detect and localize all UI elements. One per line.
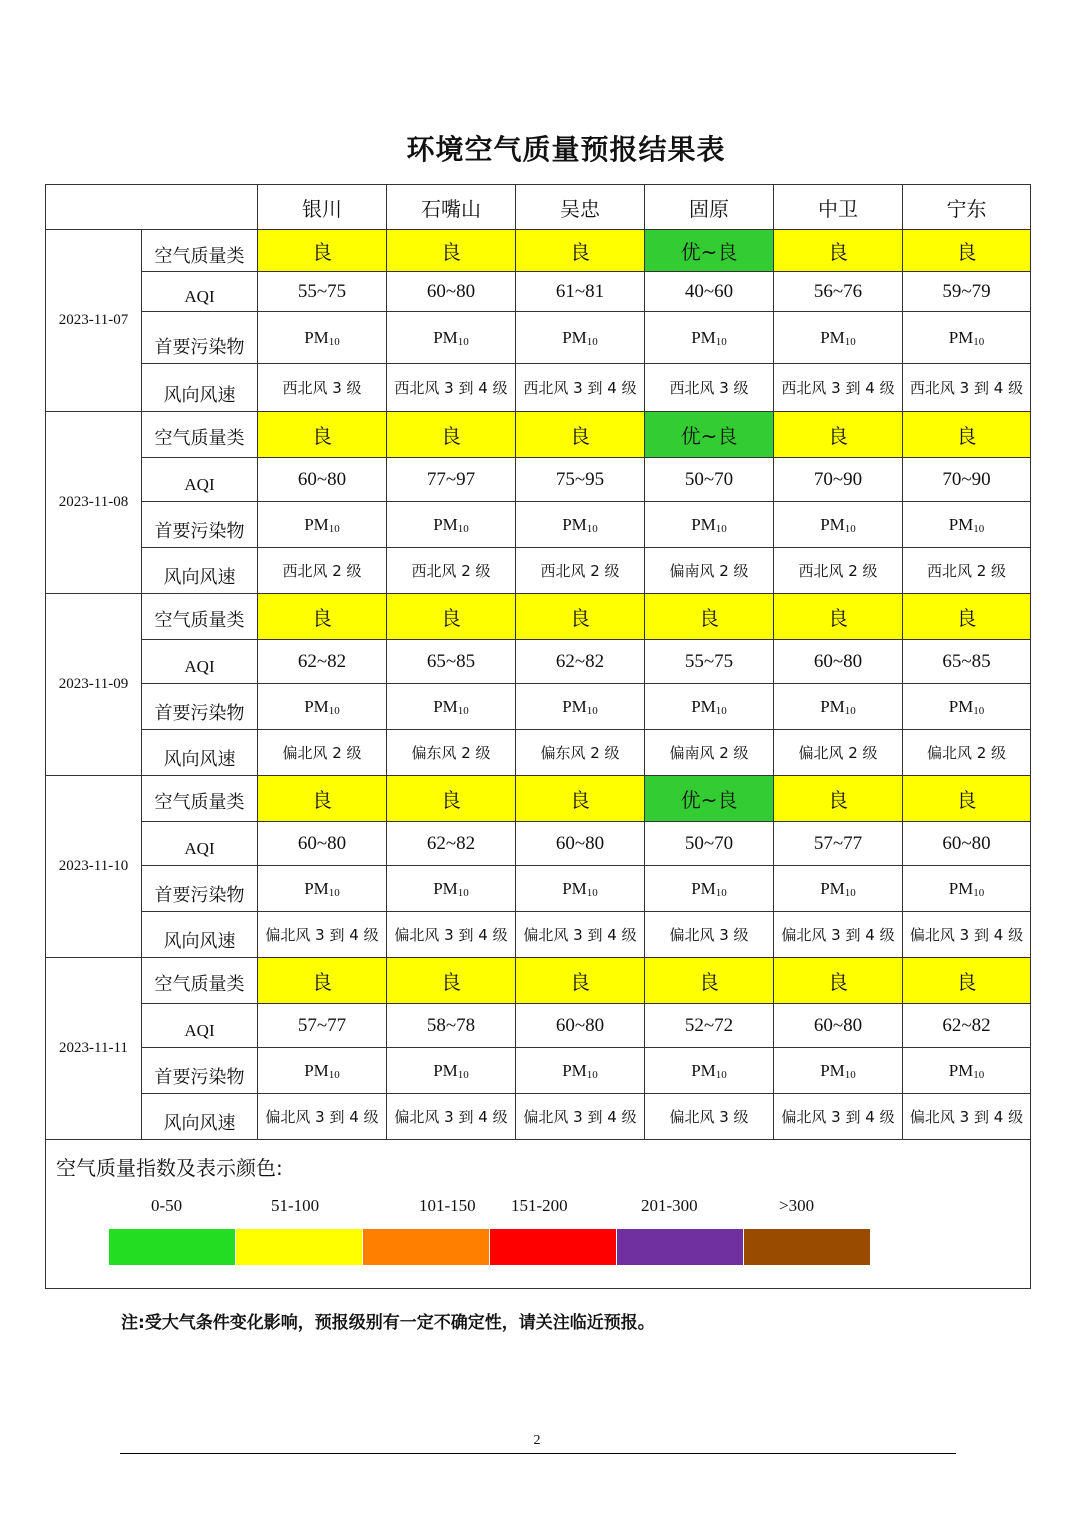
aqi-cell: 59~79: [903, 272, 1031, 312]
pollutant-subscript: 10: [586, 335, 598, 348]
pollutant-name: PM: [948, 878, 974, 898]
pollutant-name: PM: [948, 696, 974, 716]
aqi-cell: 57~77: [258, 1004, 387, 1048]
primary-pollutant-cell: [645, 312, 774, 364]
primary-pollutant-cell: [516, 502, 645, 548]
wind-cell: 偏北风 3 到 4 级: [516, 1094, 645, 1140]
primary-pollutant-cell: [903, 1048, 1031, 1094]
pollutant-name: PM: [691, 514, 716, 534]
pollutant-name: PM: [304, 514, 329, 534]
pollutant-name: PM: [691, 327, 716, 347]
air-quality-category-cell: 良: [903, 776, 1031, 822]
primary-pollutant-cell: [258, 502, 387, 548]
primary-pollutant-cell: [774, 1048, 903, 1094]
wind-label: 风向风速: [142, 730, 258, 776]
air-quality-category-cell: 良: [516, 958, 645, 1004]
header-row: [46, 185, 1031, 230]
aqi-cell: 60~80: [903, 822, 1031, 866]
city-header: 固原: [645, 185, 774, 230]
aqi-cell: 57~77: [774, 822, 903, 866]
wind-cell: 西北风 3 到 4 级: [903, 364, 1031, 412]
aqi-cell: 62~82: [387, 822, 516, 866]
pollutant-subscript: 10: [844, 886, 856, 899]
pollutant-subscript: 10: [328, 522, 340, 535]
aqi-row: [46, 822, 1031, 866]
primary-pollutant-cell: [903, 684, 1031, 730]
aqi-cell: 50~70: [645, 458, 774, 502]
aqi-cell: 50~70: [645, 822, 774, 866]
legend-range-label: 51-100: [271, 1196, 320, 1215]
wind-cell: 西北风 3 级: [645, 364, 774, 412]
legend-title: 空气质量指数及表示颜色:: [56, 1156, 283, 1180]
wind-label: 风向风速: [142, 364, 258, 412]
primary-pollutant-cell: [258, 684, 387, 730]
primary-pollutant-cell: [258, 312, 387, 364]
primary-pollutant-cell: [645, 866, 774, 912]
wind-row: [46, 912, 1031, 958]
air-quality-category-cell: 优~良: [645, 412, 774, 458]
pollutant-name: PM: [304, 1060, 329, 1080]
pollutant-name: PM: [948, 327, 974, 347]
pollutant-subscript: 10: [715, 522, 727, 535]
aqi-row: [46, 1004, 1031, 1048]
aqi-legend: [46, 1140, 1031, 1289]
pollutant-name: PM: [820, 514, 845, 534]
aqi-label: AQI: [142, 458, 258, 502]
wind-cell: 西北风 3 到 4 级: [774, 364, 903, 412]
aqi-cell: 55~75: [645, 640, 774, 684]
wind-cell: 偏北风 2 级: [774, 730, 903, 776]
pollutant-name: PM: [562, 514, 587, 534]
air-quality-category-cell: 良: [258, 958, 387, 1004]
aqi-cell: 70~90: [774, 458, 903, 502]
legend-range-label: >300: [779, 1196, 815, 1215]
pollutant-subscript: 10: [844, 1068, 856, 1081]
city-header: 吴忠: [516, 185, 645, 230]
forecast-table: [45, 184, 1031, 1289]
air-quality-category-cell: 良: [258, 594, 387, 640]
category-label: 空气质量类: [142, 776, 258, 822]
pollutant-label: 首要污染物: [142, 312, 258, 364]
air-quality-category-cell: 良: [387, 230, 516, 272]
pollutant-subscript: 10: [328, 886, 340, 899]
pollutant-subscript: 10: [328, 704, 340, 717]
legend-range-label: 101-150: [419, 1196, 476, 1215]
aqi-cell: 55~75: [258, 272, 387, 312]
aqi-cell: 65~85: [903, 640, 1031, 684]
air-quality-category-cell: 良: [258, 776, 387, 822]
legend-color-swatch: [744, 1229, 870, 1265]
aqi-row: [46, 458, 1031, 502]
pollutant-subscript: 10: [328, 1068, 340, 1081]
category-row: [46, 230, 1031, 272]
pollutant-name: PM: [562, 696, 587, 716]
pollutant-name: PM: [691, 878, 716, 898]
wind-cell: 偏北风 2 级: [258, 730, 387, 776]
aqi-cell: 52~72: [645, 1004, 774, 1048]
wind-cell: 偏北风 3 到 4 级: [903, 1094, 1031, 1140]
pollutant-name: PM: [691, 696, 716, 716]
wind-cell: 偏南风 2 级: [645, 548, 774, 594]
wind-cell: 西北风 2 级: [258, 548, 387, 594]
pollutant-subscript: 10: [973, 335, 985, 348]
page-number: 2: [533, 1433, 541, 1448]
aqi-cell: 60~80: [774, 1004, 903, 1048]
primary-pollutant-cell: [774, 502, 903, 548]
primary-pollutant-cell: [387, 684, 516, 730]
pollutant-row: [46, 502, 1031, 548]
pollutant-name: PM: [948, 1060, 974, 1080]
legend-range-label: 201-300: [641, 1196, 698, 1215]
aqi-cell: 62~82: [903, 1004, 1031, 1048]
pollutant-subscript: 10: [457, 335, 469, 348]
pollutant-name: PM: [948, 514, 974, 534]
air-quality-category-cell: 优~良: [645, 776, 774, 822]
primary-pollutant-cell: [645, 502, 774, 548]
pollutant-name: PM: [562, 327, 587, 347]
pollutant-subscript: 10: [973, 1068, 985, 1081]
primary-pollutant-cell: [645, 684, 774, 730]
primary-pollutant-cell: [387, 1048, 516, 1094]
wind-cell: 偏北风 2 级: [903, 730, 1031, 776]
air-quality-category-cell: 良: [645, 594, 774, 640]
primary-pollutant-cell: [387, 502, 516, 548]
wind-cell: 偏北风 3 到 4 级: [774, 1094, 903, 1140]
pollutant-label: 首要污染物: [142, 502, 258, 548]
pollutant-name: PM: [433, 696, 458, 716]
primary-pollutant-cell: [387, 312, 516, 364]
pollutant-name: PM: [433, 1060, 458, 1080]
pollutant-name: PM: [433, 878, 458, 898]
pollutant-subscript: 10: [586, 704, 598, 717]
wind-cell: 偏北风 3 到 4 级: [516, 912, 645, 958]
pollutant-row: [46, 312, 1031, 364]
pollutant-name: PM: [820, 696, 845, 716]
air-quality-category-cell: 良: [774, 230, 903, 272]
wind-row: [46, 364, 1031, 412]
wind-label: 风向风速: [142, 548, 258, 594]
air-quality-category-cell: 良: [774, 776, 903, 822]
pollutant-subscript: 10: [973, 522, 985, 535]
pollutant-subscript: 10: [844, 522, 856, 535]
forecast-date: 2023-11-11: [46, 958, 142, 1140]
air-quality-category-cell: 良: [387, 958, 516, 1004]
pollutant-name: PM: [820, 327, 845, 347]
legend-color-swatch: [236, 1229, 362, 1265]
pollutant-name: PM: [304, 696, 329, 716]
air-quality-category-cell: 良: [258, 412, 387, 458]
air-quality-category-cell: 良: [516, 412, 645, 458]
wind-cell: 偏北风 3 到 4 级: [774, 912, 903, 958]
pollutant-subscript: 10: [586, 1068, 598, 1081]
category-label: 空气质量类: [142, 412, 258, 458]
pollutant-subscript: 10: [457, 704, 469, 717]
aqi-cell: 40~60: [645, 272, 774, 312]
pollutant-subscript: 10: [328, 335, 340, 348]
pollutant-row: [46, 1048, 1031, 1094]
pollutant-subscript: 10: [844, 704, 856, 717]
pollutant-name: PM: [433, 514, 458, 534]
pollutant-name: PM: [820, 1060, 845, 1080]
pollutant-subscript: 10: [973, 704, 985, 717]
pollutant-name: PM: [304, 327, 329, 347]
wind-cell: 西北风 3 级: [258, 364, 387, 412]
pollutant-subscript: 10: [715, 335, 727, 348]
legend-color-swatch: [617, 1229, 743, 1265]
category-label: 空气质量类: [142, 594, 258, 640]
footer-divider: [120, 1453, 956, 1454]
wind-cell: 偏南风 2 级: [645, 730, 774, 776]
aqi-cell: 70~90: [903, 458, 1031, 502]
pollutant-name: PM: [820, 878, 845, 898]
wind-cell: 偏东风 2 级: [387, 730, 516, 776]
aqi-row: [46, 640, 1031, 684]
pollutant-label: 首要污染物: [142, 684, 258, 730]
pollutant-row: [46, 866, 1031, 912]
primary-pollutant-cell: [774, 312, 903, 364]
pollutant-subscript: 10: [715, 704, 727, 717]
aqi-label: AQI: [142, 272, 258, 312]
aqi-label: AQI: [142, 822, 258, 866]
pollutant-label: 首要污染物: [142, 866, 258, 912]
aqi-row: [46, 272, 1031, 312]
aqi-cell: 61~81: [516, 272, 645, 312]
wind-cell: 偏北风 3 到 4 级: [903, 912, 1031, 958]
aqi-cell: 77~97: [387, 458, 516, 502]
primary-pollutant-cell: [774, 684, 903, 730]
pollutant-name: PM: [562, 1060, 587, 1080]
legend-color-swatch: [109, 1229, 235, 1265]
pollutant-label: 首要污染物: [142, 1048, 258, 1094]
wind-cell: 偏北风 3 级: [645, 912, 774, 958]
aqi-cell: 56~76: [774, 272, 903, 312]
wind-cell: 西北风 3 到 4 级: [387, 364, 516, 412]
air-quality-category-cell: 良: [387, 594, 516, 640]
pollutant-subscript: 10: [715, 1068, 727, 1081]
pollutant-subscript: 10: [973, 886, 985, 899]
city-header: 石嘴山: [387, 185, 516, 230]
wind-cell: 偏北风 3 到 4 级: [258, 912, 387, 958]
legend-color-swatch: [490, 1229, 616, 1265]
aqi-cell: 58~78: [387, 1004, 516, 1048]
air-quality-category-cell: 良: [516, 776, 645, 822]
air-quality-category-cell: 良: [774, 958, 903, 1004]
air-quality-category-cell: 良: [387, 776, 516, 822]
legend-row: [46, 1140, 1031, 1289]
air-quality-category-cell: 良: [774, 412, 903, 458]
wind-cell: 偏东风 2 级: [516, 730, 645, 776]
legend-range-label: 0-50: [151, 1196, 183, 1215]
pollutant-name: PM: [691, 1060, 716, 1080]
pollutant-subscript: 10: [586, 522, 598, 535]
aqi-cell: 60~80: [516, 1004, 645, 1048]
aqi-cell: 75~95: [516, 458, 645, 502]
wind-row: [46, 1094, 1031, 1140]
city-header: 中卫: [774, 185, 903, 230]
city-header: 银川: [258, 185, 387, 230]
pollutant-name: PM: [433, 327, 458, 347]
forecast-note: 注:受大气条件变化影响，预报级别有一定不确定性，请关注临近预报。: [121, 1313, 655, 1333]
forecast-date: 2023-11-07: [46, 230, 142, 412]
page-title: 环境空气质量预报结果表: [406, 133, 726, 166]
air-quality-category-cell: 良: [258, 230, 387, 272]
category-row: [46, 594, 1031, 640]
aqi-cell: 60~80: [516, 822, 645, 866]
primary-pollutant-cell: [387, 866, 516, 912]
pollutant-subscript: 10: [586, 886, 598, 899]
category-label: 空气质量类: [142, 958, 258, 1004]
primary-pollutant-cell: [774, 866, 903, 912]
primary-pollutant-cell: [903, 502, 1031, 548]
primary-pollutant-cell: [516, 866, 645, 912]
air-quality-category-cell: 优~良: [645, 230, 774, 272]
wind-cell: 偏北风 3 级: [645, 1094, 774, 1140]
air-quality-category-cell: 良: [774, 594, 903, 640]
pollutant-subscript: 10: [457, 522, 469, 535]
forecast-date: 2023-11-09: [46, 594, 142, 776]
aqi-cell: 60~80: [774, 640, 903, 684]
primary-pollutant-cell: [516, 684, 645, 730]
wind-cell: 西北风 2 级: [774, 548, 903, 594]
wind-row: [46, 548, 1031, 594]
pollutant-subscript: 10: [457, 1068, 469, 1081]
wind-label: 风向风速: [142, 1094, 258, 1140]
category-row: [46, 412, 1031, 458]
wind-label: 风向风速: [142, 912, 258, 958]
air-quality-category-cell: 良: [516, 230, 645, 272]
pollutant-name: PM: [304, 878, 329, 898]
air-quality-category-cell: 良: [903, 594, 1031, 640]
wind-cell: 偏北风 3 到 4 级: [387, 1094, 516, 1140]
aqi-cell: 60~80: [258, 458, 387, 502]
wind-cell: 西北风 3 到 4 级: [516, 364, 645, 412]
primary-pollutant-cell: [516, 312, 645, 364]
air-quality-category-cell: 良: [903, 230, 1031, 272]
primary-pollutant-cell: [903, 312, 1031, 364]
air-quality-category-cell: 良: [903, 412, 1031, 458]
wind-cell: 西北风 2 级: [903, 548, 1031, 594]
wind-cell: 西北风 2 级: [387, 548, 516, 594]
wind-cell: 偏北风 3 到 4 级: [258, 1094, 387, 1140]
wind-row: [46, 730, 1031, 776]
air-quality-category-cell: 良: [516, 594, 645, 640]
air-quality-category-cell: 良: [645, 958, 774, 1004]
primary-pollutant-cell: [516, 1048, 645, 1094]
aqi-label: AQI: [142, 1004, 258, 1048]
pollutant-name: PM: [562, 878, 587, 898]
pollutant-subscript: 10: [715, 886, 727, 899]
air-quality-category-cell: 良: [903, 958, 1031, 1004]
primary-pollutant-cell: [258, 1048, 387, 1094]
forecast-date: 2023-11-08: [46, 412, 142, 594]
pollutant-subscript: 10: [844, 335, 856, 348]
primary-pollutant-cell: [258, 866, 387, 912]
primary-pollutant-cell: [645, 1048, 774, 1094]
forecast-date: 2023-11-10: [46, 776, 142, 958]
category-label: 空气质量类: [142, 230, 258, 272]
category-row: [46, 776, 1031, 822]
category-row: [46, 958, 1031, 1004]
aqi-cell: 62~82: [516, 640, 645, 684]
primary-pollutant-cell: [903, 866, 1031, 912]
aqi-label: AQI: [142, 640, 258, 684]
aqi-cell: 65~85: [387, 640, 516, 684]
pollutant-row: [46, 684, 1031, 730]
legend-range-label: 151-200: [511, 1196, 568, 1215]
aqi-cell: 60~80: [387, 272, 516, 312]
legend-color-swatch: [363, 1229, 489, 1265]
aqi-cell: 62~82: [258, 640, 387, 684]
pollutant-subscript: 10: [457, 886, 469, 899]
city-header: 宁东: [903, 185, 1031, 230]
air-quality-category-cell: 良: [387, 412, 516, 458]
wind-cell: 西北风 2 级: [516, 548, 645, 594]
header-corner-cell: [46, 185, 258, 230]
aqi-cell: 60~80: [258, 822, 387, 866]
wind-cell: 偏北风 3 到 4 级: [387, 912, 516, 958]
